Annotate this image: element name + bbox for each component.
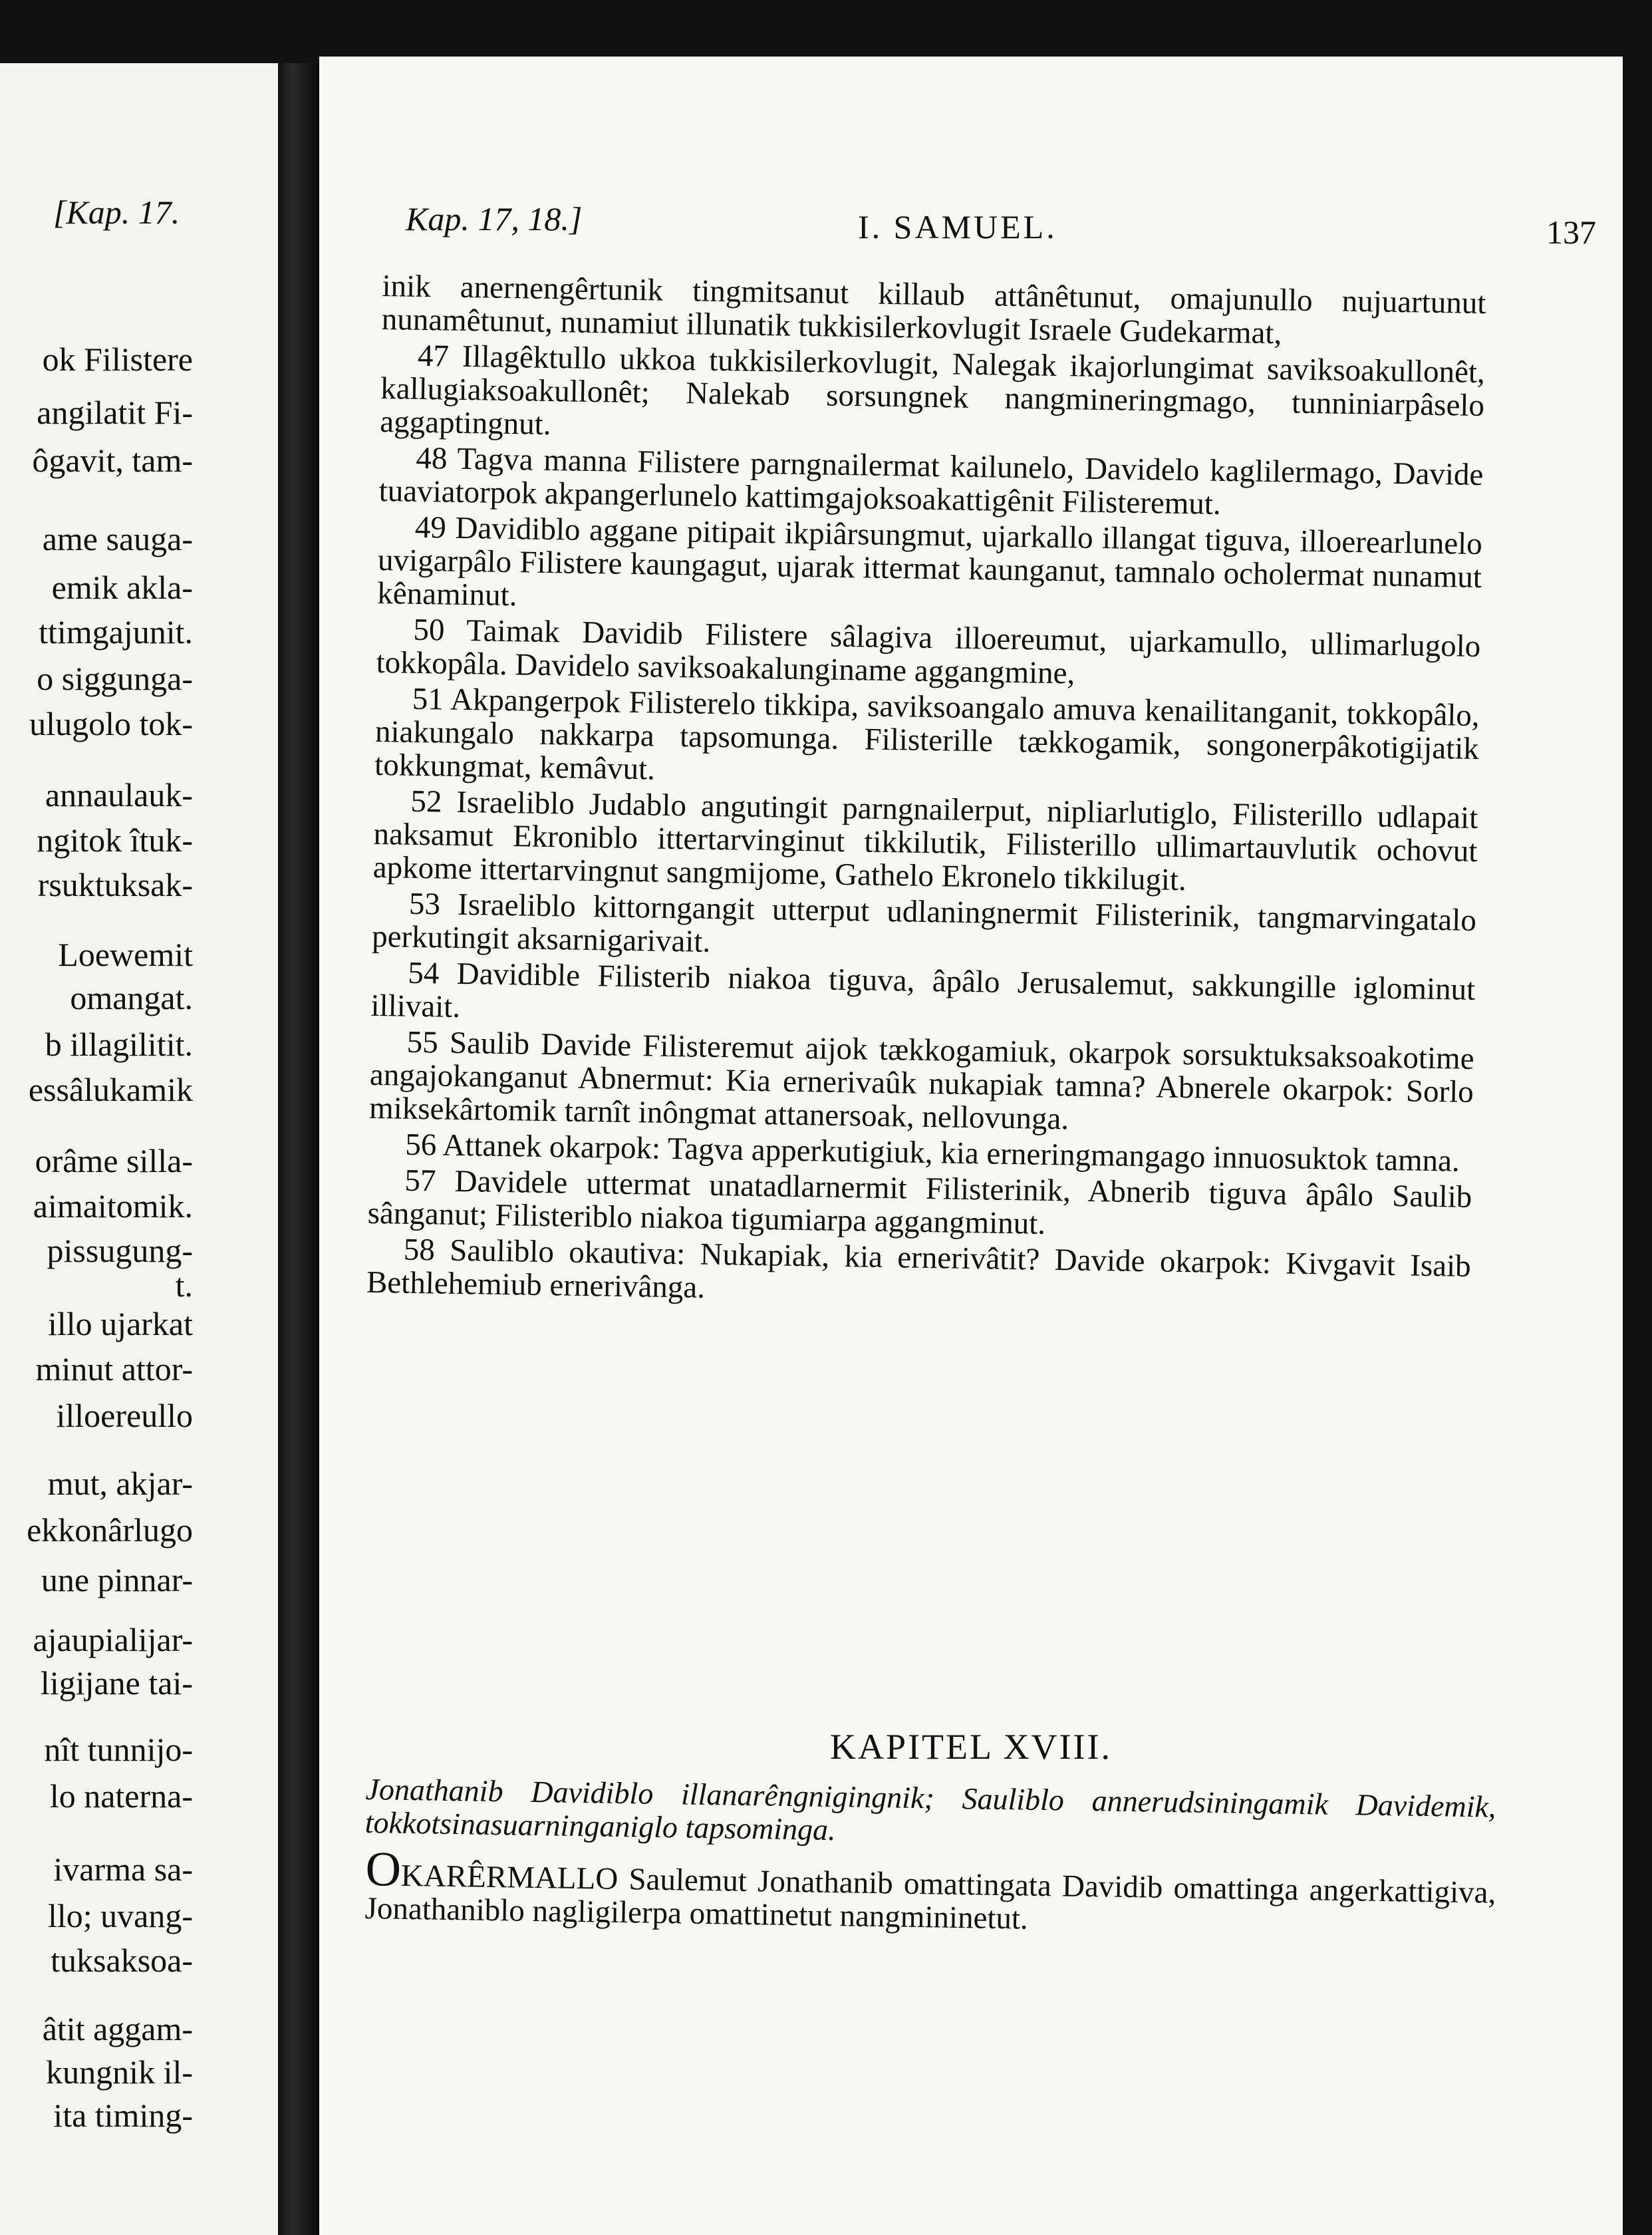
left-page-line: ulugolo tok-: [29, 705, 193, 742]
verse-paragraph: 54 Davidible Filisterib niakoa tiguva, âpâlo Jerusalemut, sakkungille iglominut illivait.: [370, 955, 1476, 1024]
left-page-line: rsuktuksak-: [37, 866, 193, 903]
verse-paragraph: 52 Israeliblo Judablo angutingit parngnailerput, nipliarlutiglo, Filisterillo udlapait naksamut Ekroniblo ittertarvinginut tikkilutik, Filisterillo ullimartauvlutik ochovut apkome ittertarvingnut sangmijome, Gathelo Ekronelo tikkilugit.: [372, 784, 1478, 898]
chapter-heading: KAPITEL XVIII.: [830, 1727, 1112, 1767]
left-page-line: ivarma sa-: [53, 1851, 193, 1888]
left-running-head: [Kap. 17.: [53, 194, 180, 231]
opening-text: KARÊRMALLO Saulemut Jonathanib omattingata Davidib omattinga angerkattigiva, Jonathaniblo nagligilerpa omattinetut nangmininetut.: [364, 1858, 1496, 1936]
left-page-line: t.: [175, 1266, 193, 1304]
left-page-line: tuksaksoa-: [51, 1942, 193, 1979]
left-page-line: omangat.: [70, 979, 193, 1016]
left-page-line: emik akla-: [51, 569, 193, 606]
verse-paragraph: 48 Tagva manna Filistere parngnailermat kailunelo, Davidelo kaglilermago, Davide tuaviatorpok akpangerlunelo kattimgajoksoakattigênit Filisteremut.: [378, 440, 1484, 522]
left-page-line: aimaitomik.: [33, 1187, 193, 1225]
page-number: 137: [1546, 214, 1596, 251]
left-page-line: orâme silla-: [35, 1142, 193, 1179]
left-page-line: pissugung-: [47, 1232, 193, 1269]
left-page-line: lo naterna-: [49, 1777, 193, 1815]
verse-paragraph: 50 Taimak Davidib Filistere sâlagiva illoereumut, ujarkamullo, ullimarlugolo tokkopâla. Davidelo saviksoakalunginame aggangmine,: [376, 612, 1481, 691]
previous-page: [0, 63, 278, 2235]
left-page-line: annaulauk-: [45, 776, 193, 814]
verse-paragraph: 47 Illagêktullo ukkoa tukkisilerkovlugit, Nalegak ikajorlungimat saviksoakullonêt, kallugiaksoakullonêt; Nalekab sorsungnek nangmineringmago, tunniniarpâselo aggaptingnut.: [379, 338, 1486, 442]
left-page-line: nît tunnijo-: [44, 1731, 193, 1768]
left-page-line: ame sauga-: [42, 520, 193, 557]
book-title: I. SAMUEL.: [858, 208, 1057, 245]
book-gutter: [278, 63, 319, 2235]
left-page-line: angilatit Fi-: [37, 394, 193, 431]
running-header: [406, 200, 1596, 253]
left-page-line: une pinnar-: [41, 1561, 193, 1598]
page-137: [319, 57, 1623, 2235]
verse-paragraph: 57 Davidele uttermat unatadlarnermit Filisterinik, Abnerib tiguva âpâlo Saulib sânganut; Filisteriblo niakoa tigumiarpa aggangminut.: [367, 1163, 1472, 1241]
left-page-line: Loewemit: [58, 936, 193, 973]
left-page-line: ligijane tai-: [40, 1664, 193, 1702]
verse-paragraph: 53 Israeliblo kittorngangit utterput udlaningnermit Filisterinik, tangmarvingatalo perkutingit aksarnigarivait.: [371, 886, 1477, 959]
verse-paragraph: 58 Sauliblo okautiva: Nukapiak, kia ernerivâtit? Davide okarpok: Kivgavit Isaib Bethlehemiub ernerivânga.: [366, 1232, 1472, 1305]
left-page-line: âtit aggam-: [42, 2010, 193, 2047]
left-page-line: ajaupialijar-: [33, 1621, 193, 1658]
verse-paragraph: 55 Saulib Davide Filisteremut aijok tækkogamiuk, okarpok sorsuktuksaksoakotime angajokanganut Abnermut: Kia ernerivaûk nukapiak tamna? Abnerele okarpok: Sorlo miksekârtomik tarnît inôngmat attanersoak, nellovunga.: [368, 1024, 1474, 1137]
verse-paragraph: inik anernengêrtunik tingmitsanut killaub attânêtunut, omajunullo nujuartunut nunamêtunut, nunamiut illunatik tukkisilerkovlugit Israele Gudekarmat,: [381, 269, 1486, 351]
left-page-line: ita timing-: [53, 2097, 193, 2134]
chapter-reference: Kap. 17, 18.]: [406, 200, 583, 237]
scan-border: [1623, 0, 1652, 2235]
verse-paragraph: 51 Akpangerpok Filisterelo tikkipa, saviksoangalo amuva kenailitanganit, tokkopâlo, niakungalo nakkarpa tapsomunga. Filisterille tækkogamik, songonerpâkotigijatik tokkungmat, kemâvut.: [374, 681, 1480, 787]
chapter-summary: Jonathanib Davidiblo illanarêngnigingnik; Sauliblo annerudsiningamik Davidemik, tokkotsinasuarninganiglo tapsominga.: [364, 1772, 1496, 1847]
left-page-line: ok Filistere: [42, 341, 193, 378]
chapter-opening-paragraph: [364, 1842, 1496, 1943]
left-page-line: illoereullo: [56, 1397, 193, 1434]
left-page-line: llo; uvang-: [47, 1897, 193, 1934]
left-page-line: kungnik il-: [46, 2053, 193, 2091]
left-page-line: essâlukamik: [28, 1071, 193, 1108]
left-page-line: ekkonârlugo: [27, 1511, 193, 1549]
left-page-line: o siggunga-: [37, 660, 193, 697]
verse-paragraph: 56 Attanek okarpok: Tagva apperkutigiuk, kia erneringmangago innuosuktok tamna.: [404, 1127, 1460, 1179]
left-page-line: mut, akjar-: [47, 1465, 193, 1502]
left-page-line: illo ujarkat: [48, 1305, 193, 1342]
drop-cap: O: [364, 1842, 402, 1897]
left-page-line: ngitok îtuk-: [37, 821, 193, 859]
verse-paragraph: 49 Davidiblo aggane pitipait ikpiârsungmut, ujarkallo illangat tiguva, illoerearlunelo uvigarpâlo Filistere kaungagut, ujarak ittermat kaunganut, tamnalo ocholermat nunamut kênaminut.: [376, 510, 1483, 613]
left-page-line: b illagilitit.: [45, 1026, 193, 1063]
left-page-line: ôgavit, tam-: [32, 442, 193, 479]
left-page-line: minut attor-: [35, 1350, 193, 1388]
verse-text: [366, 269, 1486, 1319]
left-page-line: ttimgajunit.: [39, 613, 193, 651]
